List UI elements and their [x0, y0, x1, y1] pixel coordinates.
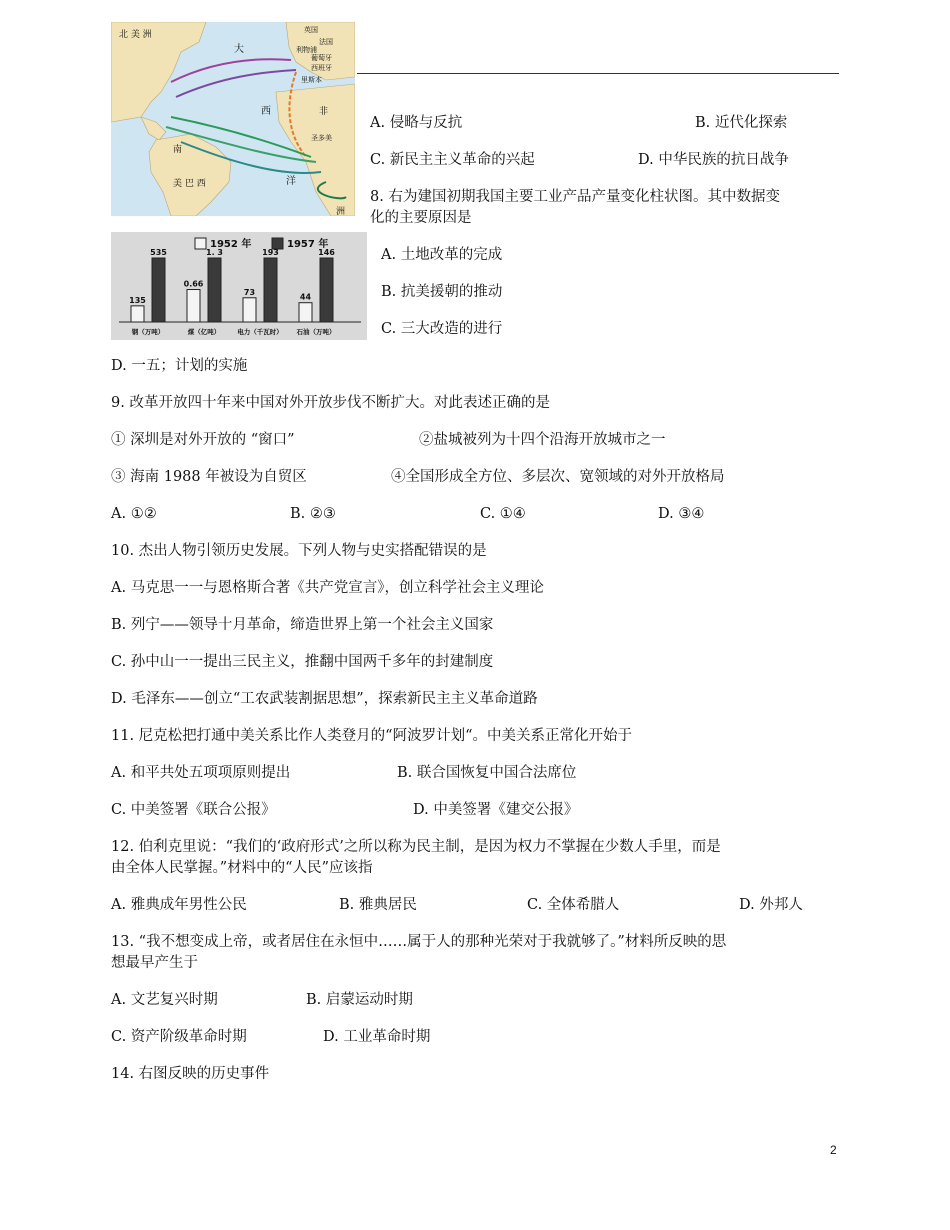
map-label: 美 巴 西 [173, 179, 206, 189]
q13-option-c: C. 资产阶级革命时期 [111, 1029, 247, 1045]
header-rule [357, 73, 839, 74]
q9-option-d: D. ③④ [658, 506, 705, 522]
data-label-1952: 0.66 [183, 279, 204, 289]
q12-option-d: D. 外邦人 [739, 897, 803, 913]
q11-option-c: C. 中美签署《联合公报》 [111, 802, 276, 818]
data-label-1952: 73 [243, 287, 256, 297]
bar-1957 [208, 258, 221, 322]
q7-option-a: A. 侵略与反抗 [370, 115, 463, 131]
legend-1957-label: 1957 年 [287, 239, 329, 250]
bar-1957 [264, 258, 277, 322]
q8-stem-line1: 8. 右为建国初期我国主要工业产品产量变化柱状图。其中数据变 [370, 189, 780, 205]
legend-1952-swatch [195, 238, 206, 249]
q8-option-b: B. 抗美援朝的推动 [381, 284, 503, 300]
q13-stem-line1: 13. “我不想变成上帝，或者居住在永恒中……属于人的那种光荣对于我就够了。”材料所反映的思 [111, 934, 727, 950]
map-label: 利物浦 [296, 46, 317, 54]
q13-option-a: A. 文艺复兴时期 [111, 992, 218, 1008]
map-label: 圣多美 [311, 134, 332, 142]
data-label-1952: 135 [129, 295, 146, 305]
map-label: 西 [261, 106, 271, 117]
bar-1952 [243, 298, 256, 322]
data-label-1957: 1. 3 [206, 248, 223, 257]
map-label: 大 [234, 44, 244, 55]
production-bar-chart [111, 232, 367, 340]
x-tick-label: 电力（千瓦时） [237, 328, 283, 336]
q12-option-a: A. 雅典成年男性公民 [111, 897, 247, 913]
q13-stem-line2: 想最早产生于 [111, 955, 198, 971]
bar-1952 [187, 290, 200, 322]
q7-option-d: D. 中华民族的抗日战争 [638, 152, 789, 168]
map-label: 非 [319, 107, 329, 117]
x-tick-label: 钢（万吨） [131, 328, 165, 336]
x-tick-label: 石油（万吨） [296, 328, 336, 336]
map-label: 北 美 洲 [119, 30, 152, 40]
map-label: 洋 [286, 176, 296, 187]
q13-option-b: B. 启蒙运动时期 [306, 992, 413, 1008]
bar-1952 [131, 306, 144, 322]
q9-statement-1: ① 深圳是对外开放的 “窗口” [111, 432, 295, 448]
q12-stem-line1: 12. 伯利克里说：“我们的‘政府形式’之所以称为民主制，是因为权力不掌握在少数人手里，而是 [111, 839, 721, 855]
q11-option-a: A. 和平共处五项项原则提出 [111, 765, 291, 781]
data-label-1957: 535 [150, 248, 167, 257]
q8-option-c: C. 三大改造的进行 [381, 321, 503, 337]
q10-option-c: C. 孙中山一一提出三民主义，推翻中国两千多年的封建制度 [111, 654, 494, 670]
q10-option-b: B. 列宁——领导十月革命，缔造世界上第一个社会主义国家 [111, 617, 494, 633]
q11-option-d: D. 中美签署《建交公报》 [413, 802, 579, 818]
q8-stem-line2: 化的主要原因是 [370, 210, 472, 226]
data-label-1952: 44 [299, 292, 312, 302]
q11-stem: 11. 尼克松把打通中美关系比作人类登月的“阿波罗计划“。中美关系正常化开始于 [111, 728, 632, 744]
map-label: 西班牙 [311, 64, 332, 72]
bar-1952 [299, 303, 312, 322]
q8-option-d: D. 一五；计划的实施 [111, 358, 248, 374]
q9-option-a: A. ①② [111, 506, 157, 522]
q7-option-b: B. 近代化探索 [695, 115, 788, 131]
map-label: 里斯本 [301, 76, 322, 84]
atlantic-trade-map [111, 22, 355, 216]
q9-statement-3: ③ 海南 1988 年被设为自贸区 [111, 469, 307, 485]
page-number: 2 [830, 1143, 837, 1157]
q11-option-b: B. 联合国恢复中国合法席位 [397, 765, 577, 781]
x-tick-label: 煤（亿吨） [187, 328, 221, 336]
map-label: 洲 [336, 207, 346, 216]
q10-stem: 10. 杰出人物引领历史发展。下列人物与史实搭配错误的是 [111, 543, 487, 559]
q14-stem: 14. 右图反映的历史事件 [111, 1066, 270, 1082]
q9-statement-4: ④全国形成全方位、多层次、宽领域的对外开放格局 [391, 469, 725, 485]
chart-svg [111, 232, 367, 340]
map-label: 葡萄牙 [311, 54, 332, 62]
q9-stem: 9. 改革开放四十年来中国对外开放步伐不断扩大。对此表述正确的是 [111, 395, 550, 411]
q9-statement-2: ②盐城被列为十四个沿海开放城市之一 [419, 432, 666, 448]
bar-1957 [152, 258, 165, 322]
map-label: 英国 [304, 26, 318, 34]
map-label: 南 [173, 145, 183, 155]
q9-option-c: C. ①④ [480, 506, 526, 522]
q12-option-b: B. 雅典居民 [339, 897, 417, 913]
q7-option-c: C. 新民主主义革命的兴起 [370, 152, 535, 168]
q9-option-b: B. ②③ [290, 506, 336, 522]
q10-option-a: A. 马克思一一与恩格斯合著《共产党宣言》，创立科学社会主义理论 [111, 580, 544, 596]
legend-1952-label: 1952 年 [210, 239, 252, 250]
q10-option-d: D. 毛泽东——创立“工农武装割据思想”，探索新民主主义革命道路 [111, 691, 538, 707]
data-label-1957: 193 [262, 248, 279, 257]
q8-option-a: A. 土地改革的完成 [381, 247, 503, 263]
map-label: 法国 [319, 38, 333, 46]
data-label-1957: 146 [318, 248, 335, 257]
q12-stem-line2: 由全体人民掌握。”材料中的“人民”应该指 [111, 860, 373, 876]
q13-option-d: D. 工业革命时期 [323, 1029, 431, 1045]
q12-option-c: C. 全体希腊人 [527, 897, 620, 913]
bar-1957 [320, 258, 333, 322]
